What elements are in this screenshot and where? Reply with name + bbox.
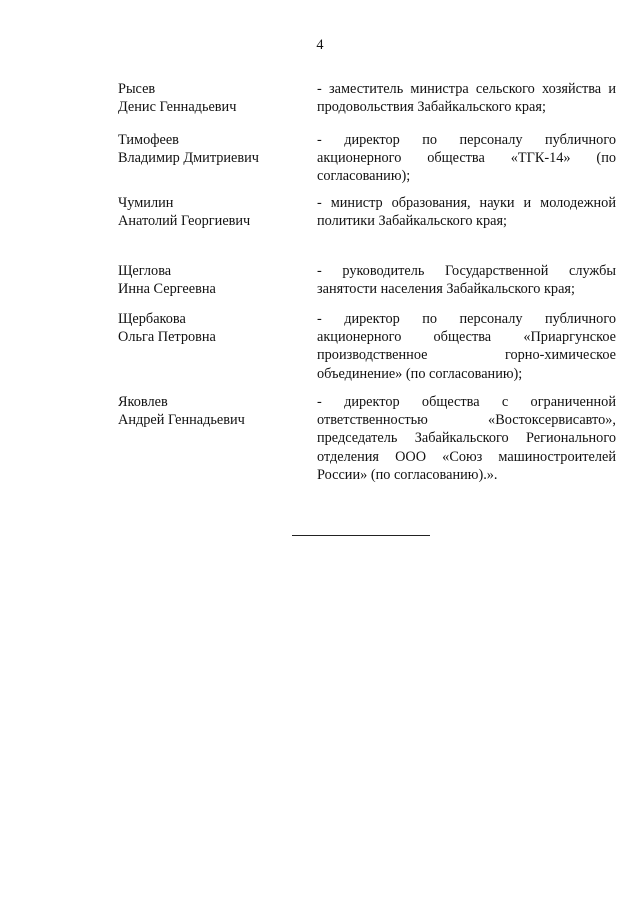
member-given-names: Владимир Дмитриевич bbox=[118, 150, 259, 167]
member-name bbox=[118, 80, 308, 116]
member-given-names: Ольга Петровна bbox=[118, 329, 216, 346]
member-surname: Щеглова bbox=[118, 263, 172, 279]
member-name bbox=[118, 393, 308, 429]
member-surname: Яковлев bbox=[118, 394, 168, 410]
member-given-names: Андрей Геннадьевич bbox=[118, 412, 245, 429]
member-position: - директор общества с ограниченной ответственностью «Востоксервисавто», председатель Забайкальского Регионального отделения ООО «Союз машиностроителей России» (по согласованию).». bbox=[317, 394, 616, 483]
member-name bbox=[118, 262, 308, 298]
member-name bbox=[118, 310, 308, 346]
member-surname: Тимофеев bbox=[118, 132, 179, 148]
page-number: 4 bbox=[316, 37, 324, 53]
member-given-names: Денис Геннадьевич bbox=[118, 99, 237, 116]
member-position: - министр образования, науки и молодежной политики Забайкальского края; bbox=[317, 195, 616, 230]
member-position: - заместитель министра сельского хозяйства и продовольствия Забайкальского края; bbox=[317, 81, 616, 116]
member-given-names: Инна Сергеевна bbox=[118, 281, 216, 298]
end-of-list-divider bbox=[292, 535, 430, 536]
member-name bbox=[118, 131, 308, 167]
member-position: - директор по персоналу публичного акционерного общества «Приаргунское производственное горно-химическое объединение» (по согласованию); bbox=[317, 311, 616, 382]
member-surname: Щербакова bbox=[118, 311, 186, 327]
member-position: - руководитель Государственной службы занятости населения Забайкальского края; bbox=[317, 263, 616, 298]
member-name bbox=[118, 194, 308, 230]
member-surname: Чумилин bbox=[118, 195, 174, 211]
member-surname: Рысев bbox=[118, 81, 156, 97]
member-position: - директор по персоналу публичного акционерного общества «ТГК-14» (по согласованию); bbox=[317, 132, 616, 185]
member-given-names: Анатолий Георгиевич bbox=[118, 213, 251, 230]
